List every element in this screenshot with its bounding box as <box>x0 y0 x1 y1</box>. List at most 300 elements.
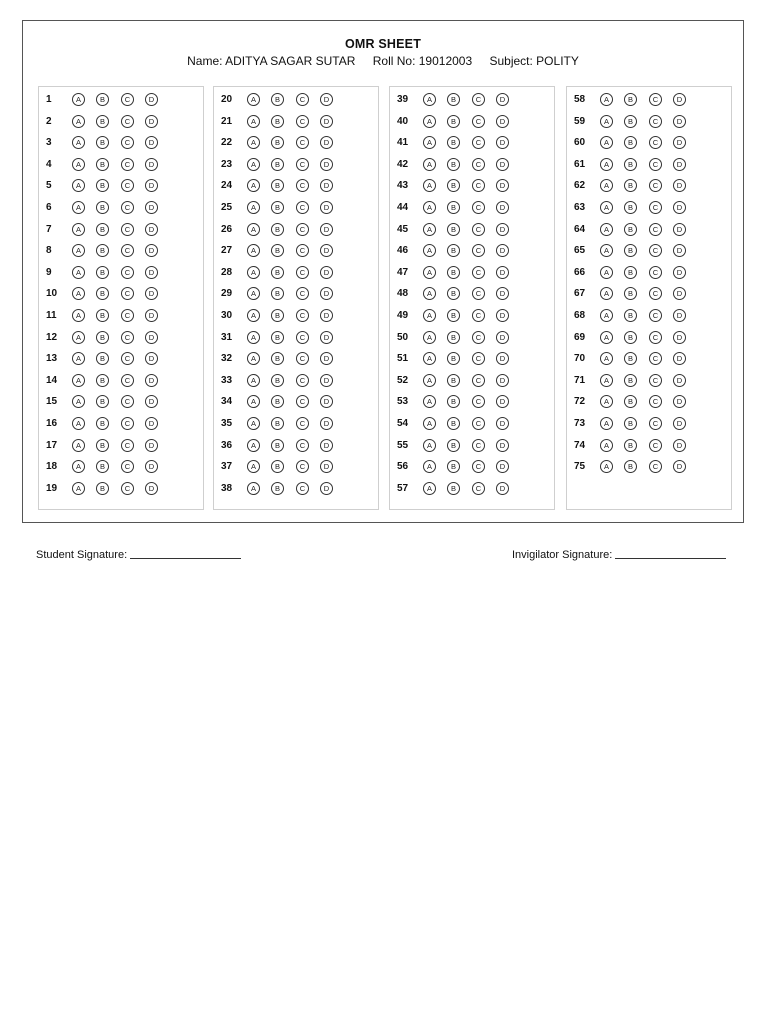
answer-bubble-b[interactable]: B <box>447 115 460 128</box>
answer-bubble-d[interactable]: D <box>145 179 158 192</box>
answer-bubble-d[interactable]: D <box>145 115 158 128</box>
answer-bubble-c[interactable]: C <box>121 201 134 214</box>
answer-bubble-a[interactable]: A <box>600 115 613 128</box>
answer-bubble-d[interactable]: D <box>320 223 333 236</box>
answer-bubble-b[interactable]: B <box>96 136 109 149</box>
answer-bubble-a[interactable]: A <box>423 223 436 236</box>
answer-bubble-c[interactable]: C <box>121 93 134 106</box>
answer-bubble-c[interactable]: C <box>649 223 662 236</box>
answer-bubble-d[interactable]: D <box>145 136 158 149</box>
answer-bubble-a[interactable]: A <box>72 417 85 430</box>
answer-bubble-b[interactable]: B <box>271 309 284 322</box>
answer-bubble-a[interactable]: A <box>72 309 85 322</box>
answer-bubble-a[interactable]: A <box>72 179 85 192</box>
answer-bubble-d[interactable]: D <box>320 136 333 149</box>
answer-bubble-a[interactable]: A <box>600 244 613 257</box>
answer-bubble-c[interactable]: C <box>296 179 309 192</box>
answer-bubble-c[interactable]: C <box>296 223 309 236</box>
answer-bubble-d[interactable]: D <box>320 115 333 128</box>
answer-bubble-a[interactable]: A <box>423 352 436 365</box>
answer-bubble-c[interactable]: C <box>649 287 662 300</box>
answer-bubble-b[interactable]: B <box>624 374 637 387</box>
answer-bubble-b[interactable]: B <box>447 201 460 214</box>
answer-bubble-d[interactable]: D <box>496 331 509 344</box>
answer-bubble-c[interactable]: C <box>472 287 485 300</box>
answer-bubble-d[interactable]: D <box>496 115 509 128</box>
answer-bubble-c[interactable]: C <box>649 374 662 387</box>
answer-bubble-c[interactable]: C <box>296 201 309 214</box>
answer-bubble-c[interactable]: C <box>121 179 134 192</box>
answer-bubble-a[interactable]: A <box>423 439 436 452</box>
answer-bubble-c[interactable]: C <box>649 136 662 149</box>
answer-bubble-b[interactable]: B <box>271 439 284 452</box>
answer-bubble-b[interactable]: B <box>447 460 460 473</box>
answer-bubble-c[interactable]: C <box>296 374 309 387</box>
answer-bubble-a[interactable]: A <box>247 460 260 473</box>
answer-bubble-a[interactable]: A <box>72 158 85 171</box>
answer-bubble-b[interactable]: B <box>447 482 460 495</box>
answer-bubble-c[interactable]: C <box>649 179 662 192</box>
answer-bubble-d[interactable]: D <box>496 244 509 257</box>
answer-bubble-a[interactable]: A <box>247 331 260 344</box>
answer-bubble-a[interactable]: A <box>247 244 260 257</box>
answer-bubble-d[interactable]: D <box>673 93 686 106</box>
answer-bubble-a[interactable]: A <box>423 374 436 387</box>
answer-bubble-a[interactable]: A <box>600 309 613 322</box>
answer-bubble-d[interactable]: D <box>145 482 158 495</box>
answer-bubble-b[interactable]: B <box>624 179 637 192</box>
answer-bubble-d[interactable]: D <box>673 158 686 171</box>
answer-bubble-b[interactable]: B <box>447 439 460 452</box>
answer-bubble-c[interactable]: C <box>472 179 485 192</box>
answer-bubble-c[interactable]: C <box>472 439 485 452</box>
answer-bubble-a[interactable]: A <box>600 287 613 300</box>
answer-bubble-d[interactable]: D <box>320 201 333 214</box>
answer-bubble-c[interactable]: C <box>472 201 485 214</box>
answer-bubble-a[interactable]: A <box>423 136 436 149</box>
answer-bubble-b[interactable]: B <box>96 223 109 236</box>
answer-bubble-c[interactable]: C <box>296 482 309 495</box>
answer-bubble-b[interactable]: B <box>271 223 284 236</box>
answer-bubble-a[interactable]: A <box>600 439 613 452</box>
answer-bubble-a[interactable]: A <box>423 417 436 430</box>
answer-bubble-b[interactable]: B <box>96 460 109 473</box>
answer-bubble-a[interactable]: A <box>247 395 260 408</box>
answer-bubble-b[interactable]: B <box>96 374 109 387</box>
answer-bubble-d[interactable]: D <box>673 201 686 214</box>
answer-bubble-c[interactable]: C <box>121 331 134 344</box>
answer-bubble-a[interactable]: A <box>423 309 436 322</box>
answer-bubble-b[interactable]: B <box>624 136 637 149</box>
answer-bubble-a[interactable]: A <box>72 223 85 236</box>
answer-bubble-d[interactable]: D <box>673 223 686 236</box>
answer-bubble-d[interactable]: D <box>320 395 333 408</box>
answer-bubble-a[interactable]: A <box>600 93 613 106</box>
answer-bubble-a[interactable]: A <box>72 93 85 106</box>
answer-bubble-c[interactable]: C <box>649 93 662 106</box>
answer-bubble-a[interactable]: A <box>72 115 85 128</box>
answer-bubble-d[interactable]: D <box>673 417 686 430</box>
answer-bubble-d[interactable]: D <box>320 439 333 452</box>
answer-bubble-a[interactable]: A <box>423 460 436 473</box>
answer-bubble-a[interactable]: A <box>247 287 260 300</box>
answer-bubble-c[interactable]: C <box>296 460 309 473</box>
answer-bubble-d[interactable]: D <box>496 395 509 408</box>
answer-bubble-b[interactable]: B <box>624 93 637 106</box>
answer-bubble-c[interactable]: C <box>121 223 134 236</box>
answer-bubble-c[interactable]: C <box>649 331 662 344</box>
answer-bubble-d[interactable]: D <box>673 439 686 452</box>
answer-bubble-d[interactable]: D <box>145 309 158 322</box>
answer-bubble-b[interactable]: B <box>96 417 109 430</box>
answer-bubble-b[interactable]: B <box>96 439 109 452</box>
answer-bubble-d[interactable]: D <box>496 374 509 387</box>
answer-bubble-c[interactable]: C <box>472 417 485 430</box>
answer-bubble-a[interactable]: A <box>423 201 436 214</box>
answer-bubble-b[interactable]: B <box>96 309 109 322</box>
answer-bubble-b[interactable]: B <box>271 266 284 279</box>
answer-bubble-d[interactable]: D <box>320 179 333 192</box>
answer-bubble-c[interactable]: C <box>649 352 662 365</box>
answer-bubble-d[interactable]: D <box>673 460 686 473</box>
answer-bubble-b[interactable]: B <box>624 223 637 236</box>
answer-bubble-d[interactable]: D <box>320 266 333 279</box>
answer-bubble-d[interactable]: D <box>320 417 333 430</box>
answer-bubble-b[interactable]: B <box>271 331 284 344</box>
answer-bubble-a[interactable]: A <box>72 201 85 214</box>
answer-bubble-c[interactable]: C <box>296 158 309 171</box>
answer-bubble-a[interactable]: A <box>423 331 436 344</box>
answer-bubble-c[interactable]: C <box>649 266 662 279</box>
answer-bubble-b[interactable]: B <box>624 266 637 279</box>
answer-bubble-c[interactable]: C <box>472 352 485 365</box>
answer-bubble-d[interactable]: D <box>496 266 509 279</box>
answer-bubble-d[interactable]: D <box>145 439 158 452</box>
answer-bubble-d[interactable]: D <box>145 93 158 106</box>
answer-bubble-b[interactable]: B <box>447 309 460 322</box>
answer-bubble-b[interactable]: B <box>447 244 460 257</box>
answer-bubble-c[interactable]: C <box>649 417 662 430</box>
answer-bubble-b[interactable]: B <box>624 460 637 473</box>
answer-bubble-c[interactable]: C <box>296 115 309 128</box>
answer-bubble-a[interactable]: A <box>247 158 260 171</box>
answer-bubble-c[interactable]: C <box>121 395 134 408</box>
answer-bubble-a[interactable]: A <box>600 223 613 236</box>
answer-bubble-b[interactable]: B <box>271 201 284 214</box>
answer-bubble-d[interactable]: D <box>673 352 686 365</box>
student-signature-line[interactable] <box>130 558 241 559</box>
answer-bubble-b[interactable]: B <box>271 374 284 387</box>
answer-bubble-c[interactable]: C <box>121 136 134 149</box>
answer-bubble-b[interactable]: B <box>271 244 284 257</box>
answer-bubble-c[interactable]: C <box>472 309 485 322</box>
answer-bubble-b[interactable]: B <box>271 417 284 430</box>
answer-bubble-b[interactable]: B <box>624 309 637 322</box>
answer-bubble-c[interactable]: C <box>296 266 309 279</box>
answer-bubble-a[interactable]: A <box>247 136 260 149</box>
answer-bubble-b[interactable]: B <box>96 352 109 365</box>
answer-bubble-b[interactable]: B <box>624 439 637 452</box>
answer-bubble-d[interactable]: D <box>673 374 686 387</box>
answer-bubble-d[interactable]: D <box>496 287 509 300</box>
answer-bubble-b[interactable]: B <box>447 287 460 300</box>
answer-bubble-d[interactable]: D <box>673 244 686 257</box>
answer-bubble-b[interactable]: B <box>447 331 460 344</box>
answer-bubble-c[interactable]: C <box>121 244 134 257</box>
answer-bubble-b[interactable]: B <box>447 136 460 149</box>
answer-bubble-c[interactable]: C <box>296 417 309 430</box>
answer-bubble-c[interactable]: C <box>472 93 485 106</box>
answer-bubble-c[interactable]: C <box>121 266 134 279</box>
answer-bubble-d[interactable]: D <box>496 439 509 452</box>
answer-bubble-a[interactable]: A <box>247 115 260 128</box>
answer-bubble-a[interactable]: A <box>423 158 436 171</box>
answer-bubble-a[interactable]: A <box>72 439 85 452</box>
answer-bubble-a[interactable]: A <box>72 460 85 473</box>
answer-bubble-b[interactable]: B <box>96 482 109 495</box>
answer-bubble-d[interactable]: D <box>496 460 509 473</box>
answer-bubble-b[interactable]: B <box>271 395 284 408</box>
answer-bubble-d[interactable]: D <box>496 417 509 430</box>
answer-bubble-d[interactable]: D <box>145 460 158 473</box>
answer-bubble-d[interactable]: D <box>145 201 158 214</box>
answer-bubble-c[interactable]: C <box>472 482 485 495</box>
answer-bubble-c[interactable]: C <box>472 136 485 149</box>
answer-bubble-c[interactable]: C <box>649 115 662 128</box>
answer-bubble-d[interactable]: D <box>496 482 509 495</box>
answer-bubble-a[interactable]: A <box>423 266 436 279</box>
answer-bubble-d[interactable]: D <box>320 244 333 257</box>
answer-bubble-d[interactable]: D <box>145 395 158 408</box>
answer-bubble-a[interactable]: A <box>423 179 436 192</box>
answer-bubble-b[interactable]: B <box>624 417 637 430</box>
answer-bubble-b[interactable]: B <box>447 179 460 192</box>
answer-bubble-d[interactable]: D <box>673 266 686 279</box>
answer-bubble-a[interactable]: A <box>247 352 260 365</box>
answer-bubble-a[interactable]: A <box>247 374 260 387</box>
answer-bubble-a[interactable]: A <box>423 482 436 495</box>
answer-bubble-c[interactable]: C <box>649 158 662 171</box>
answer-bubble-a[interactable]: A <box>423 115 436 128</box>
answer-bubble-a[interactable]: A <box>600 352 613 365</box>
answer-bubble-b[interactable]: B <box>447 417 460 430</box>
answer-bubble-d[interactable]: D <box>673 179 686 192</box>
answer-bubble-c[interactable]: C <box>649 395 662 408</box>
answer-bubble-b[interactable]: B <box>96 266 109 279</box>
answer-bubble-b[interactable]: B <box>271 115 284 128</box>
answer-bubble-c[interactable]: C <box>472 374 485 387</box>
answer-bubble-b[interactable]: B <box>96 287 109 300</box>
answer-bubble-c[interactable]: C <box>472 395 485 408</box>
answer-bubble-a[interactable]: A <box>600 460 613 473</box>
answer-bubble-a[interactable]: A <box>600 374 613 387</box>
answer-bubble-d[interactable]: D <box>145 223 158 236</box>
answer-bubble-d[interactable]: D <box>496 179 509 192</box>
answer-bubble-c[interactable]: C <box>121 482 134 495</box>
answer-bubble-a[interactable]: A <box>247 223 260 236</box>
answer-bubble-b[interactable]: B <box>96 158 109 171</box>
answer-bubble-d[interactable]: D <box>673 309 686 322</box>
answer-bubble-d[interactable]: D <box>320 93 333 106</box>
answer-bubble-d[interactable]: D <box>320 352 333 365</box>
answer-bubble-a[interactable]: A <box>247 482 260 495</box>
answer-bubble-d[interactable]: D <box>496 309 509 322</box>
answer-bubble-a[interactable]: A <box>72 331 85 344</box>
answer-bubble-b[interactable]: B <box>271 93 284 106</box>
answer-bubble-a[interactable]: A <box>600 395 613 408</box>
answer-bubble-b[interactable]: B <box>624 201 637 214</box>
answer-bubble-c[interactable]: C <box>472 223 485 236</box>
answer-bubble-d[interactable]: D <box>673 287 686 300</box>
answer-bubble-a[interactable]: A <box>600 136 613 149</box>
answer-bubble-d[interactable]: D <box>145 331 158 344</box>
answer-bubble-d[interactable]: D <box>496 136 509 149</box>
answer-bubble-d[interactable]: D <box>145 244 158 257</box>
answer-bubble-b[interactable]: B <box>624 395 637 408</box>
answer-bubble-b[interactable]: B <box>96 395 109 408</box>
answer-bubble-c[interactable]: C <box>121 439 134 452</box>
answer-bubble-b[interactable]: B <box>447 93 460 106</box>
answer-bubble-a[interactable]: A <box>72 287 85 300</box>
answer-bubble-a[interactable]: A <box>72 136 85 149</box>
answer-bubble-a[interactable]: A <box>72 395 85 408</box>
answer-bubble-a[interactable]: A <box>600 179 613 192</box>
answer-bubble-b[interactable]: B <box>271 158 284 171</box>
answer-bubble-b[interactable]: B <box>271 482 284 495</box>
answer-bubble-a[interactable]: A <box>423 395 436 408</box>
answer-bubble-c[interactable]: C <box>649 309 662 322</box>
answer-bubble-d[interactable]: D <box>496 158 509 171</box>
answer-bubble-b[interactable]: B <box>271 287 284 300</box>
answer-bubble-c[interactable]: C <box>472 266 485 279</box>
answer-bubble-d[interactable]: D <box>673 331 686 344</box>
answer-bubble-d[interactable]: D <box>145 374 158 387</box>
answer-bubble-d[interactable]: D <box>673 136 686 149</box>
answer-bubble-a[interactable]: A <box>247 417 260 430</box>
answer-bubble-c[interactable]: C <box>472 460 485 473</box>
answer-bubble-a[interactable]: A <box>72 374 85 387</box>
answer-bubble-d[interactable]: D <box>145 417 158 430</box>
answer-bubble-a[interactable]: A <box>72 266 85 279</box>
answer-bubble-c[interactable]: C <box>472 158 485 171</box>
answer-bubble-b[interactable]: B <box>96 179 109 192</box>
answer-bubble-d[interactable]: D <box>496 93 509 106</box>
answer-bubble-b[interactable]: B <box>96 93 109 106</box>
answer-bubble-a[interactable]: A <box>600 417 613 430</box>
answer-bubble-d[interactable]: D <box>145 158 158 171</box>
answer-bubble-d[interactable]: D <box>320 482 333 495</box>
answer-bubble-a[interactable]: A <box>247 179 260 192</box>
answer-bubble-d[interactable]: D <box>145 266 158 279</box>
answer-bubble-d[interactable]: D <box>496 201 509 214</box>
answer-bubble-c[interactable]: C <box>649 460 662 473</box>
answer-bubble-c[interactable]: C <box>649 439 662 452</box>
answer-bubble-b[interactable]: B <box>447 395 460 408</box>
answer-bubble-c[interactable]: C <box>649 244 662 257</box>
answer-bubble-b[interactable]: B <box>96 244 109 257</box>
answer-bubble-b[interactable]: B <box>624 115 637 128</box>
answer-bubble-c[interactable]: C <box>121 374 134 387</box>
answer-bubble-b[interactable]: B <box>96 201 109 214</box>
answer-bubble-c[interactable]: C <box>296 331 309 344</box>
answer-bubble-c[interactable]: C <box>121 352 134 365</box>
answer-bubble-c[interactable]: C <box>296 93 309 106</box>
answer-bubble-c[interactable]: C <box>296 309 309 322</box>
answer-bubble-c[interactable]: C <box>121 115 134 128</box>
answer-bubble-b[interactable]: B <box>447 352 460 365</box>
answer-bubble-b[interactable]: B <box>624 352 637 365</box>
answer-bubble-c[interactable]: C <box>296 244 309 257</box>
answer-bubble-a[interactable]: A <box>600 201 613 214</box>
answer-bubble-b[interactable]: B <box>624 287 637 300</box>
answer-bubble-d[interactable]: D <box>320 460 333 473</box>
answer-bubble-a[interactable]: A <box>423 93 436 106</box>
answer-bubble-b[interactable]: B <box>624 244 637 257</box>
answer-bubble-d[interactable]: D <box>145 287 158 300</box>
answer-bubble-c[interactable]: C <box>121 417 134 430</box>
answer-bubble-b[interactable]: B <box>624 331 637 344</box>
answer-bubble-b[interactable]: B <box>624 158 637 171</box>
answer-bubble-b[interactable]: B <box>271 460 284 473</box>
answer-bubble-a[interactable]: A <box>72 244 85 257</box>
answer-bubble-b[interactable]: B <box>96 115 109 128</box>
answer-bubble-c[interactable]: C <box>296 395 309 408</box>
answer-bubble-d[interactable]: D <box>673 115 686 128</box>
answer-bubble-c[interactable]: C <box>121 309 134 322</box>
answer-bubble-b[interactable]: B <box>271 179 284 192</box>
answer-bubble-d[interactable]: D <box>320 374 333 387</box>
answer-bubble-c[interactable]: C <box>296 352 309 365</box>
answer-bubble-d[interactable]: D <box>320 309 333 322</box>
answer-bubble-a[interactable]: A <box>247 93 260 106</box>
answer-bubble-c[interactable]: C <box>296 439 309 452</box>
answer-bubble-c[interactable]: C <box>121 287 134 300</box>
answer-bubble-b[interactable]: B <box>447 374 460 387</box>
answer-bubble-c[interactable]: C <box>472 244 485 257</box>
answer-bubble-c[interactable]: C <box>296 136 309 149</box>
answer-bubble-a[interactable]: A <box>600 158 613 171</box>
answer-bubble-d[interactable]: D <box>496 223 509 236</box>
answer-bubble-a[interactable]: A <box>247 439 260 452</box>
answer-bubble-c[interactable]: C <box>121 460 134 473</box>
answer-bubble-d[interactable]: D <box>673 395 686 408</box>
answer-bubble-b[interactable]: B <box>447 158 460 171</box>
answer-bubble-d[interactable]: D <box>320 331 333 344</box>
answer-bubble-a[interactable]: A <box>600 266 613 279</box>
answer-bubble-a[interactable]: A <box>423 244 436 257</box>
answer-bubble-b[interactable]: B <box>447 266 460 279</box>
answer-bubble-b[interactable]: B <box>447 223 460 236</box>
answer-bubble-d[interactable]: D <box>145 352 158 365</box>
answer-bubble-d[interactable]: D <box>496 352 509 365</box>
answer-bubble-d[interactable]: D <box>320 158 333 171</box>
answer-bubble-a[interactable]: A <box>247 201 260 214</box>
answer-bubble-c[interactable]: C <box>472 331 485 344</box>
answer-bubble-c[interactable]: C <box>121 158 134 171</box>
answer-bubble-a[interactable]: A <box>72 352 85 365</box>
answer-bubble-a[interactable]: A <box>72 482 85 495</box>
answer-bubble-d[interactable]: D <box>320 287 333 300</box>
answer-bubble-a[interactable]: A <box>247 266 260 279</box>
answer-bubble-a[interactable]: A <box>247 309 260 322</box>
answer-bubble-b[interactable]: B <box>271 352 284 365</box>
answer-bubble-a[interactable]: A <box>600 331 613 344</box>
invigilator-signature-line[interactable] <box>615 558 726 559</box>
answer-bubble-b[interactable]: B <box>271 136 284 149</box>
answer-bubble-b[interactable]: B <box>96 331 109 344</box>
answer-bubble-a[interactable]: A <box>423 287 436 300</box>
answer-bubble-c[interactable]: C <box>649 201 662 214</box>
